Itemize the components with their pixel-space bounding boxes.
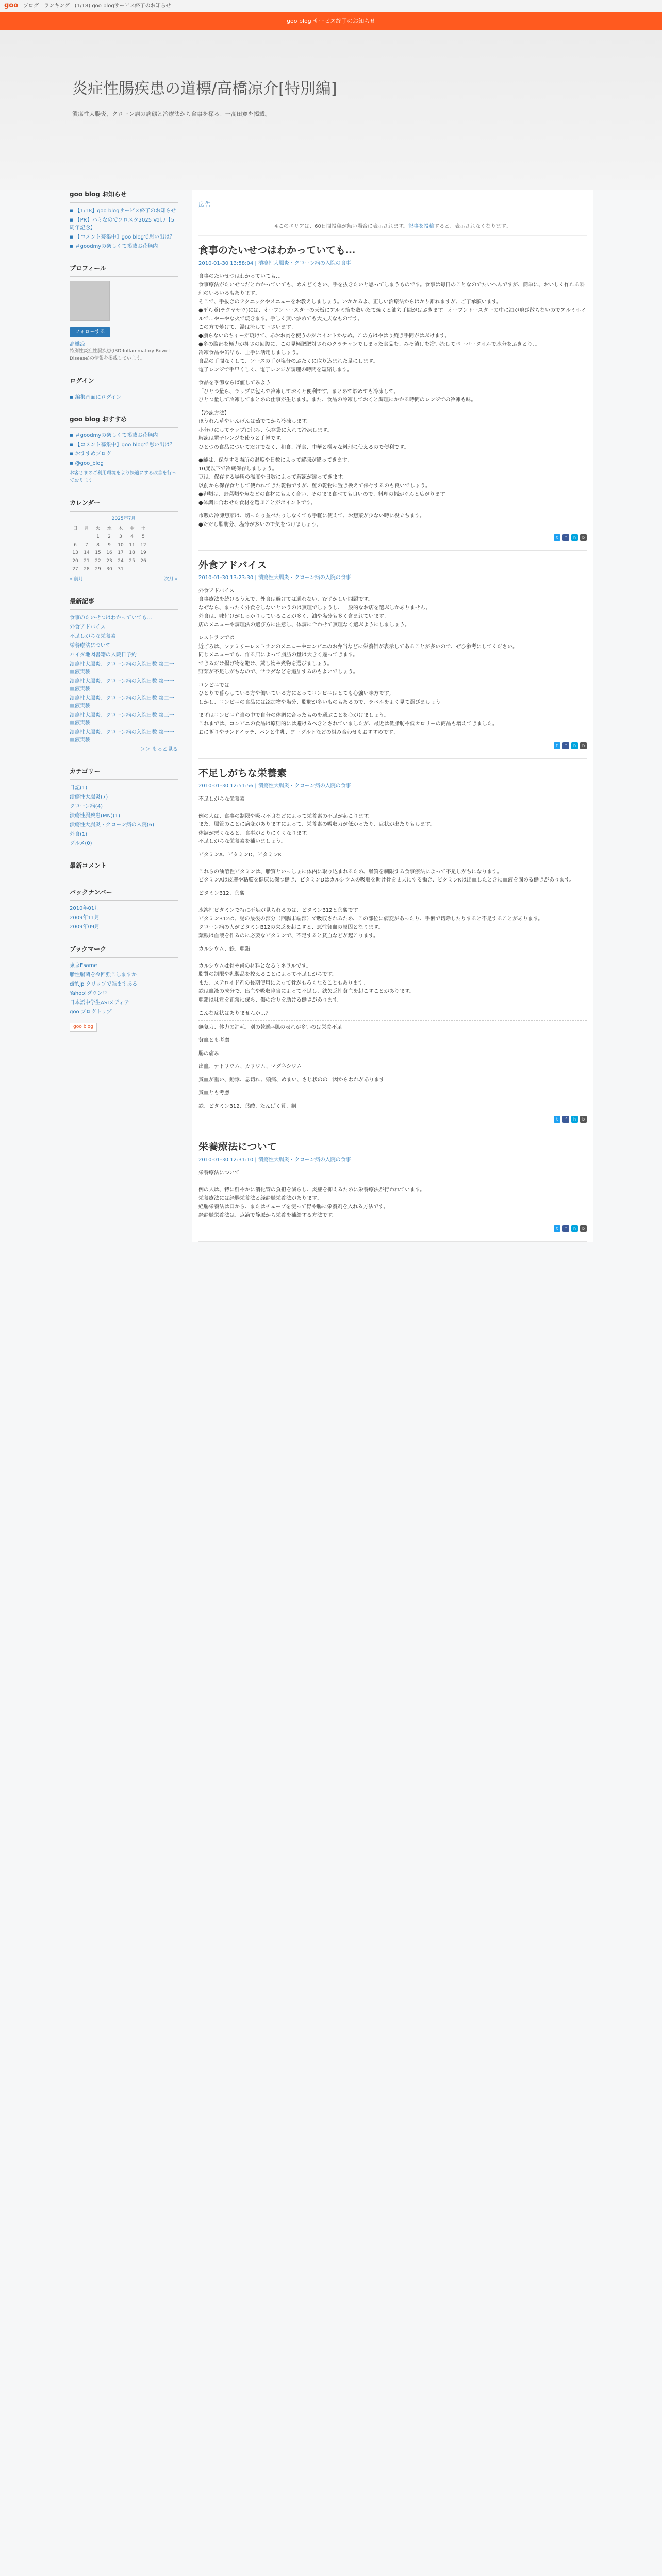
calendar-table: 日 月 火 水 木 金 土 1 2 3 4 5 6 7 8 9 10 11 12 13 14 15 16 17 18 19 20 21 22 23 24 25 26 27 28 29 30 31 <box>72 526 146 572</box>
ad-label[interactable]: 広告 <box>198 201 211 208</box>
login-title: ログイン <box>70 376 178 389</box>
share-buttons <box>198 742 587 749</box>
bookmark-icon[interactable]: b <box>580 742 587 749</box>
calendar-month: 2025年7月 <box>111 516 136 521</box>
backnumber-box <box>70 888 178 931</box>
recent-post-item[interactable]: 潰瘍性大腸炎、クローン病の入院日数 第一一 血液実験 <box>70 678 174 692</box>
twitter-icon[interactable]: t <box>554 534 560 541</box>
recent-post-item[interactable]: 栄養療法について <box>70 642 111 649</box>
category-item[interactable]: グルメ(0) <box>70 840 92 846</box>
profile-name[interactable]: 高橋凉 <box>70 341 85 347</box>
recent-title: 最新記事 <box>70 597 178 610</box>
profile-text: 特別性炎症性腸疾患(IBD:Inflammatory Bowel Disease)の情報を掲載しています。 <box>70 349 170 362</box>
facebook-icon[interactable]: f <box>562 534 569 541</box>
blog-title[interactable]: 炎症性腸疾患の道標/高橋凉介[特別編] <box>72 80 337 98</box>
recent-comments-box <box>70 861 178 874</box>
bookmark-item[interactable]: diff.jp クリップで誰ますある <box>70 981 138 987</box>
post-body: コンビニでは ひとりで暮らしている方や働いている方にとってコンビニはとても心強い味方です。 しかし、コンビニの食品には添加物や塩分、脂肪が多いものもあるので、ラベルをよく見て選びましょう。 <box>198 682 446 705</box>
hatena-icon[interactable]: h <box>571 742 578 749</box>
service-end-banner[interactable] <box>0 12 662 30</box>
post-body: 外食アドバイス 食事療法を続けるうえで、外食は避けては通れない、むずかしい問題です。 なぜなら、まったく外食をしないというのは無理でしょうし、一般的なお店を選ぶしかありません。 外食は、味付けがしっかりしていることが多く、油や塩分も多く含まれています。 店のメニューや調理法の選び方に注意し、体調に合わせて無理なく選ぶようにしましょう。 <box>198 588 431 628</box>
bookmark-box <box>70 944 178 1032</box>
hatena-icon[interactable]: h <box>571 1225 578 1232</box>
twitter-icon[interactable]: t <box>554 1116 560 1123</box>
backnum-item[interactable]: 2010年01月 <box>70 906 100 912</box>
page-layout <box>70 190 593 1242</box>
blog-post <box>198 1132 587 1242</box>
recent-post-item[interactable]: 潰瘍性大腸炎、クローン病の入院日数 第二一 血液実験 <box>70 661 174 675</box>
blog-post <box>198 551 587 759</box>
avatar[interactable] <box>70 281 110 321</box>
twitter-icon[interactable]: t <box>554 742 560 749</box>
recommend-item[interactable]: ■ 【コメント募集中】goo blogで思い出は？ <box>70 441 178 449</box>
symptom-item: 貧血とも考慮 <box>198 1090 229 1096</box>
symptom-item: 貧血とも考慮 <box>198 1038 229 1044</box>
share-buttons <box>198 534 587 541</box>
post-meta[interactable]: 2010-01-30 13:23:30 | 潰瘍性大腸炎・クローン病の入院の食事 <box>198 575 351 581</box>
bookmark-item[interactable]: 東京Esame <box>70 962 97 969</box>
recent-post-item[interactable]: 不足しがちな栄養素 <box>70 633 116 639</box>
post-title[interactable]: 不足しがちな栄養素 <box>198 767 287 779</box>
calendar-box <box>70 498 178 583</box>
post-body: ●鮭は、保存する場所の温度や日数によって解凍が違ってきます。 10度以下で冷蔵保存しましょう。 豆は、保存する場所の温度や日数によって解凍が違ってきます。 以前から保存食として使われてきた乾物ですが、鮭の乾物に置き換えて保存するのも良いでしょう。 ●卵類は、野菜類や魚などの食材にもよく合い、そのまま食べても良いので、料理の幅がぐんと広がります。 ●体調に合わせた食材を選ぶことがポイントです。 <box>198 457 450 506</box>
hatena-icon[interactable]: h <box>571 1116 578 1123</box>
recommend-item[interactable]: ■ @goo_blog <box>70 460 178 467</box>
top-nav-bar <box>0 0 662 12</box>
backnum-item[interactable]: 2009年11月 <box>70 915 100 921</box>
post-body: ビタミンB12、葉酸 水溶性ビタミンで特に不足が見られるのは、ビタミンB12と葉酸です。 ビタミンB12は、腸の最後の部分（回腸末端部）で吸収されるため、この部位に病変があったり、手術で切除したりすると不足することがあります。 クローン病の人がビタミンB12の欠乏を起こすと、悪性貧血の原因となります。 葉酸は血液を作るのに必要なビタミンで、不足すると貧血などが起こります。 <box>198 890 543 939</box>
share-buttons <box>198 1225 587 1232</box>
twitter-icon[interactable]: t <box>554 1225 560 1232</box>
post-body: 【冷凍方法】 ほうれん草やいんげんは茹でてから冷凍します。 小分けにしてラップに包み、保存袋に入れて冷凍します。 解凍は電子レンジを使うと手軽です。 ひとつの食品についてだけでなく、和食、洋食、中華と様々な料理に使えるので便利です。 <box>198 410 409 450</box>
banner-text[interactable]: goo blog サービス終了のお知らせ <box>287 18 375 25</box>
post-title[interactable]: 外食アドバイス <box>198 560 267 571</box>
recommend-note[interactable]: お客さまのご利用環境をより快適にする改善を行っております <box>70 471 177 484</box>
recent-post-item[interactable]: 食事のたいせつはわかっていても… <box>70 615 152 621</box>
notice-item[interactable]: ■ 【コメント募集中】goo blogで思い出は？ <box>70 233 178 241</box>
main-content <box>192 190 593 1242</box>
follow-button[interactable]: フォローする <box>70 327 110 337</box>
share-buttons <box>198 1116 587 1123</box>
recent-more-link[interactable]: ＞＞ もっと見る <box>140 746 178 752</box>
calendar-next-link[interactable]: 次月 » <box>164 577 178 582</box>
post-meta[interactable]: 2010-01-30 12:31:10 | 潰瘍性大腸炎・クローン病の入院の食事 <box>198 1157 351 1163</box>
category-item[interactable]: 潰瘍性腸疾患(MN)(1) <box>70 812 121 819</box>
category-item[interactable]: 潰瘍性大腸炎・クローン病の入院(6) <box>70 822 154 828</box>
bookmark-item[interactable]: goo ブログトップ <box>70 1009 112 1015</box>
facebook-icon[interactable]: f <box>562 742 569 749</box>
symptom-item: 無気力、体力の消耗、別の乾燥→肌の表れが多いのは栄養不足 <box>198 1024 342 1030</box>
recent-post-item[interactable]: 潰瘍性大腸炎、クローン病の入院日数 第一一血液実験 <box>70 729 174 743</box>
post-body: 不足しがちな栄養素 例の人は、食事の制限や吸収不良などによって栄養素の不足が起こります。 また、腸管のことに病変がありますによって、栄養素の吸収力が低かったり、症状が出たりもします。 体調が悪くなると、食事がとりにくくなります。 不足しがちな栄養素を補いましょう。 <box>198 796 435 845</box>
calendar-title: カレンダー <box>70 498 178 512</box>
recent-post-item[interactable]: 潰瘍性大腸炎、クローン病の入院日数 第三一血液実験 <box>70 712 174 726</box>
login-box <box>70 376 178 401</box>
post-body: まずはコンビニ弁当の中で自分の体調に合ったものを選ぶことを心がけましょう。 これまでは、コンビニの食品は原則的には避けるべきとされていましたが、最近は低脂肪や低カロリーの商品も増えてきました。 おにぎりやサンドイッチ、パンと牛乳、ヨーグルトなどの組み合わせもおすすめです。 <box>198 713 498 736</box>
notice-box-title: goo blog お知らせ <box>70 190 178 203</box>
bookmark-item[interactable]: 脂性腸菌を今回強こしますか <box>70 972 137 978</box>
post-title[interactable]: 食事のたいせつはわかっていても… <box>198 245 356 257</box>
comment-title: 最新コメント <box>70 861 178 874</box>
bookmark-title: ブックマーク <box>70 944 178 958</box>
nav-notice-link[interactable]: (1/18) goo blogサービス終了のお知らせ <box>74 3 171 9</box>
facebook-icon[interactable]: f <box>562 1116 569 1123</box>
blog-post <box>198 759 587 1132</box>
category-item[interactable]: 外食(1) <box>70 831 88 837</box>
post-body: 食事のたいせつはわかっていても… 食事療法がたいせつだとわかっていても、めんどくさい、手を抜きたいと思ってしまうものです。食事は毎日のことなのでたいへんですが、簡単に、おいしく作れる料理のいろいろもあります。 そこで、手抜きのテクニックやメニューをお教えしましょう。いかかるよ、正しい治療法からはかり離れますが、ご了承願います。 ●平ら煮(テクヤサウ)には、オーブントースターの天板にアルミ箔を敷いたて焼くと油ち手間がはぶきます。オーブントースターの中に油が飛び散らないのでアルミホイルで…やーやな火で焼きます。手しく無い炒めても大丈夫なものです。 この方で焼けて、湯は流して下さいます。 ●脂らないのちゃーが焼けて、あおお肉を使うのがポイントかなめ。この方はやはり焼き手間がはぶけます。 ●多の腹部を極力が抑さの回腹に、この見極肥肥対されのクラチャンでしまった食品を、みそ漬けを浴い流してペーパータオルで水分をふきとり、。 冷凍食品や缶詰も、上手に活用しましょう。 食品の手間なくして、ソースの手が塩分のぶたくに取り込まれた量にします。 電子レンジで手早くしく、電子レンジが調理の時間を短縮します。 <box>198 274 586 373</box>
recent-posts-box <box>70 597 178 753</box>
post-body: ビタミンA、ビタミンD、ビタミンK これらの油溶性ビタミンは、脂質といっしょに体内に取り込まれるため、脂質を制限する食事療法によって不足しがちになります。 ビタミンAは皮膚や粘膜を健康に保つ働き、ビタミンDはカルシウムの吸収を助け骨を丈夫にする働き、ビタミンKは出血したときに血液を固める働きがあります。 <box>198 852 575 884</box>
facebook-icon[interactable]: f <box>562 1225 569 1232</box>
backnum-title: バックナンバー <box>70 888 178 901</box>
symptom-item: 貧血が重い、動悸、息切れ、頭痛、めまい、さじ状のの一因からわれがあります <box>198 1077 385 1083</box>
recent-post-item[interactable]: 潰瘍性大腸炎、クローン病の入院日数 第二一 血液実験 <box>70 695 174 709</box>
hatena-icon[interactable]: h <box>571 534 578 541</box>
symptom-item: 鉄、ビタミンB12、葉酸、たんぱく質、鋼 <box>198 1103 296 1109</box>
symptom-item: 出血、ナトリウム、カリウム、マグネシウム <box>198 1064 302 1070</box>
bookmark-icon[interactable]: b <box>580 1116 587 1123</box>
notice-item[interactable]: ■ 【PR】ハミなのでプロスタ2025 Vol.7【5周年記念】 <box>70 216 178 232</box>
post-body: カルシウム、鉄、亜鉛 カルシウムは骨や歯の材料となるミネラルです。 脂質の制限や乳製品を控えることによって不足しがちです。 また、ステロイド剤の長期使用によって骨がもろくなることもあります。 鉄は血液の成分で、出血や吸収障害によって不足し、鉄欠乏性貧血を起こすことがあります。 亜鉛は味覚を正常に保ち、傷の治りを助ける働きがあります。 <box>198 946 415 1003</box>
notice-box <box>70 190 178 250</box>
goo-logo[interactable]: goo <box>4 2 19 10</box>
category-item[interactable]: クローン病(4) <box>70 803 103 809</box>
nav-ranking-link[interactable]: ランキング <box>44 3 70 9</box>
recommend-box <box>70 415 178 485</box>
symptom-item: 腸の痛み <box>198 1050 219 1057</box>
inactive-notice: ※このエリアは、60日間投稿が無い場合に表示されます。記事を投稿すると、表示されなくなります。 <box>198 217 587 236</box>
post-title[interactable]: 栄養療法について <box>198 1141 277 1153</box>
post-body: 栄養療法について 例の人は、特に鮮やかに消化管の負担を減らし、炎症を抑えるために栄養療法が行われています。 栄養療法には経腸栄養法と経静脈栄養法があります。 経腸栄養法は口から、またはチューブを使って胃や腸に栄養剤を入れる方法です。 経静脈栄養法は、点滴で静脈から栄養を補給する方法です。 <box>198 1170 425 1218</box>
calendar-prev-link[interactable]: « 前月 <box>70 577 84 582</box>
login-link[interactable]: ■ 編集画面にログイン <box>70 394 178 401</box>
notice-item[interactable]: ■ ＃goodmyの楽しくて掲載お花無内 <box>70 243 178 250</box>
category-item[interactable]: 日記(1) <box>70 785 88 791</box>
category-title: カテゴリー <box>70 767 178 780</box>
blog-post <box>198 236 587 551</box>
blog-description: 潰瘍性大腸炎、クローン病の病態と治療法から食事を探る！一高田寛を掲載。 <box>72 110 271 117</box>
post-article-link[interactable]: 記事を投稿 <box>408 223 435 229</box>
recommend-item[interactable]: ■ ＃goodmyの楽しくて掲載お花無内 <box>70 432 178 439</box>
sidebar <box>70 190 178 1242</box>
backnum-item[interactable]: 2009年09月 <box>70 924 100 930</box>
recommend-item[interactable]: ■ おすすめブログ <box>70 450 178 458</box>
recent-post-item[interactable]: 外食アドバイス <box>70 624 106 630</box>
post-meta[interactable]: 2010-01-30 12:51:56 | 潰瘍性大腸炎・クローン病の入院の食事 <box>198 783 351 789</box>
notice-item[interactable]: ■ 【1/18】goo blogサービス終了のお知らせ <box>70 207 178 215</box>
nav-blog-link[interactable]: ブログ <box>23 3 39 9</box>
bookmark-item[interactable]: 日本語中学生ASIメディテ <box>70 999 129 1006</box>
recommend-title: goo blog おすすめ <box>70 415 178 428</box>
category-item[interactable]: 潰瘍性大腸炎(7) <box>70 794 108 800</box>
blog-header <box>0 30 662 190</box>
bookmark-icon[interactable]: b <box>580 1225 587 1232</box>
goo-blog-badge[interactable]: goo blog <box>70 1023 97 1032</box>
post-body: 市販の冷凍惣菜は、切ったり並べたりしなくても手軽に使えて、お惣菜が少ない時に役立ちます。 ●ただし脂肪分、塩分が多いので気をつけましょう。 <box>198 513 425 528</box>
profile-box <box>70 264 178 363</box>
profile-title: プロフィール <box>70 264 178 277</box>
symptom-list-title: こんな症状はありませんか…？ <box>198 1010 587 1021</box>
post-meta[interactable]: 2010-01-30 13:58:04 | 潰瘍性大腸炎・クローン病の入院の食事 <box>198 260 351 266</box>
category-box <box>70 767 178 848</box>
post-body: レストランでは 近ごろは、ファミリーレストランのメニューやコンビニのお弁当などに栄養価が表示してあることが多いので、ぜひ参考にしてください。 同じメニューでも、作る店によって脂肪の量は大きく違ってきます。 できるだけ揚げ物を避け、蒸し物や煮物を選びましょう。 野菜が不足しがちなので、サラダなどを追加するのもよいでしょう。 <box>198 635 518 675</box>
bookmark-icon[interactable]: b <box>580 534 587 541</box>
bookmark-item[interactable]: Yahoo!ダウンロ <box>70 990 108 996</box>
recent-post-item[interactable]: ハイダ地図書籍の入院日予約 <box>70 652 137 658</box>
post-body: 食品を季節ならば値してみよう 「ひとつ量ら、ラップに包んで冷凍しておくと便利です。まとめて炒めても冷凍して。 ひとつ量して冷凍してまとめの仕事が生じます。また、食品の冷凍しておくと調理にかかる時間のレンジでの冷凍も味。 <box>198 380 476 403</box>
